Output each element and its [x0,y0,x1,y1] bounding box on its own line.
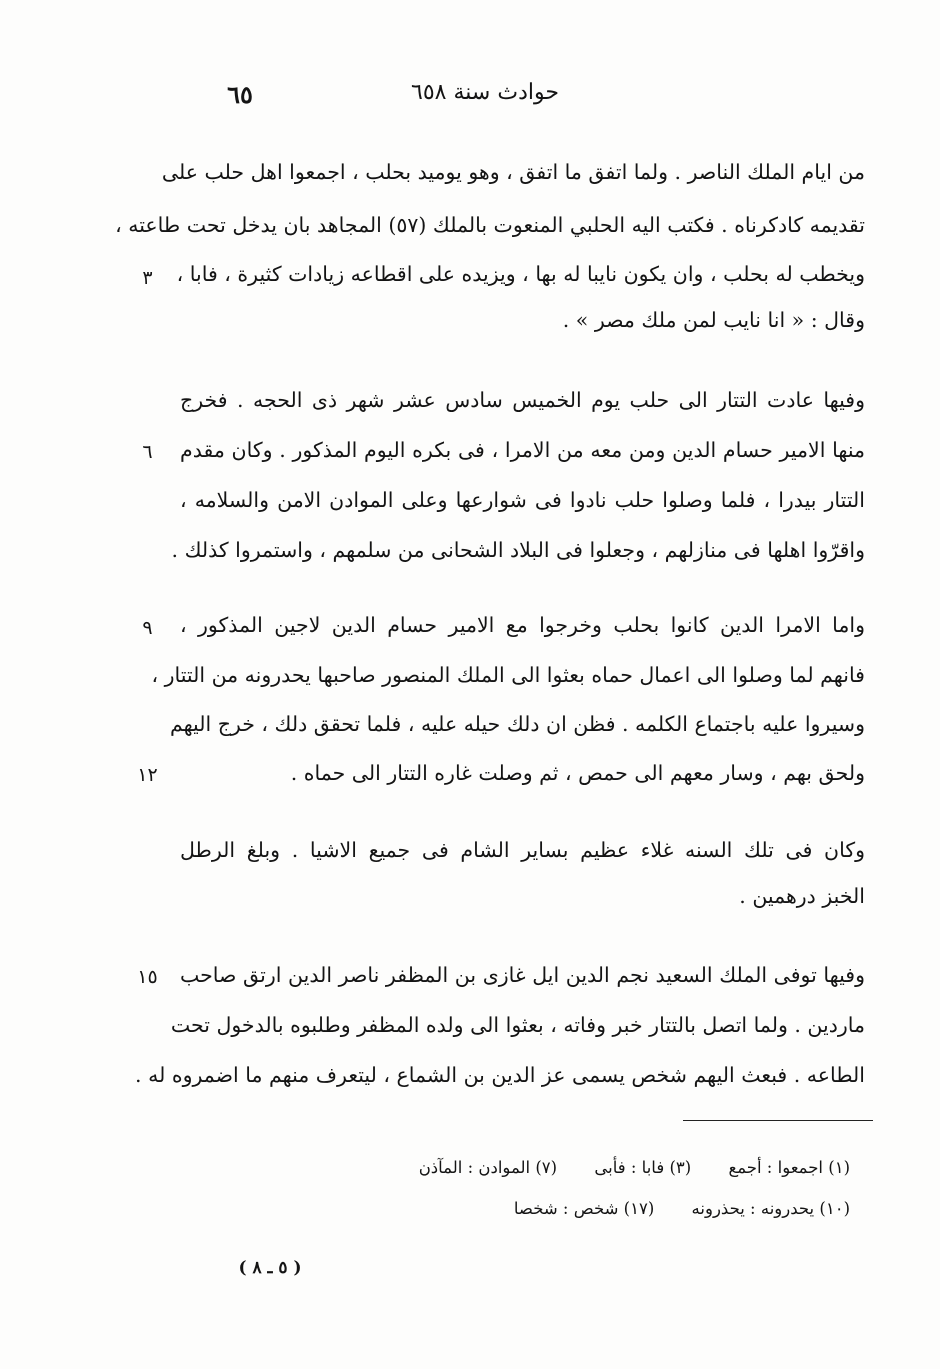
page-number: ٦٥ [227,80,253,109]
line-number: ١٢ [137,764,158,786]
running-title: حوادث سنة ٦٥٨ [411,80,559,105]
body-line: فانهم لما وصلوا الى اعمال حماه بعثوا الى الملك المنصور صاحبها يحدرونه من التتار ، [151,663,865,687]
signature-mark: ( ٥ ـ ٨ ) [238,1258,302,1278]
body-line: وفيها توفى الملك السعيد نجم الدين ايل غازى بن المظفر ناصر الدين ارتق صاحب [180,963,865,987]
body-line: ولحق بهم ، وسار معهم الى حمص ، ثم وصلت غاره التتار الى حماه . [290,761,865,785]
footnote: (١) اجمعوا : أجمع [728,1158,850,1177]
body-line: الخبز درهمين . [739,884,865,908]
line-number: ٣ [142,267,153,289]
body-line: وسيروا عليه باجتماع الكلمه . فظن ان دلك حيله عليه ، فلما تحقق دلك ، خرج اليهم [169,712,865,736]
body-line: من ايام الملك الناصر . ولما اتفق ما اتفق ، وهو يوميد بحلب ، اجمعوا اهل حلب على [161,160,865,184]
body-line: واقرّوا اهلها فى منازلهم ، وجعلوا فى البلاد الشحانى من سلمهم ، واستمروا كذلك . [171,538,865,562]
body-line: الطاعه . فبعث اليهم شخص يسمى عز الدين بن الشماع ، ليتعرف منهم ما اضمروه له . [135,1063,865,1087]
body-line: التتار بيدرا ، فلما وصلوا حلب نادوا فى شوارعها وعلى الموادن الامن والسلامه ، [180,488,865,512]
footnote: (٣) فابا : فأبى [594,1158,692,1177]
body-line: تقديمه كادكرناه . فكتب اليه الحلبي المنعوت بالملك (٥٧) المجاهد بان يدخل تحت طاعته ، [115,213,865,237]
footnote: (٧) الموادن : المآذن [418,1158,558,1177]
body-line: منها الامير حسام الدين ومن معه من الامرا ، فى بكره اليوم المذكور . وكان مقدم [180,438,865,462]
body-line: وفيها عادت التتار الى حلب يوم الخميس سادس عشر شهر ذى الحجه . فخرج [180,388,865,412]
body-line: ماردين . ولما اتصل بالتتار خبر وفاته ، بعثوا الى ولده المظفر وطلبوه بالدخول تحت [170,1013,865,1037]
body-line: وقال : « انا نايب لمن ملك مصر » . [562,308,865,332]
footnote: (١٠) يحدرونه : يحذرونه [691,1199,850,1218]
footnote-line [320,1153,850,1183]
line-number: ٩ [142,617,153,639]
body-line: ويخطب له بحلب ، وان يكون نايبا له بها ، ويزيده على اقطاعه زيادات كثيرة ، فابا ، [176,262,865,286]
footnote-rule [683,1120,873,1121]
body-line: واما الامرا الدين كانوا بحلب وخرجوا مع الامير حسام الدين لاجين المذكور ، [180,613,865,637]
line-number: ١٥ [137,966,158,988]
footnote: (١٧) شخص : شخصا [513,1199,655,1218]
footnote-line [320,1194,850,1224]
body-line: وكان فى تلك السنه غلاء عظيم بساير الشام فى جميع الاشيا . وبلغ الرطل [180,838,865,862]
line-number: ٦ [142,441,153,463]
